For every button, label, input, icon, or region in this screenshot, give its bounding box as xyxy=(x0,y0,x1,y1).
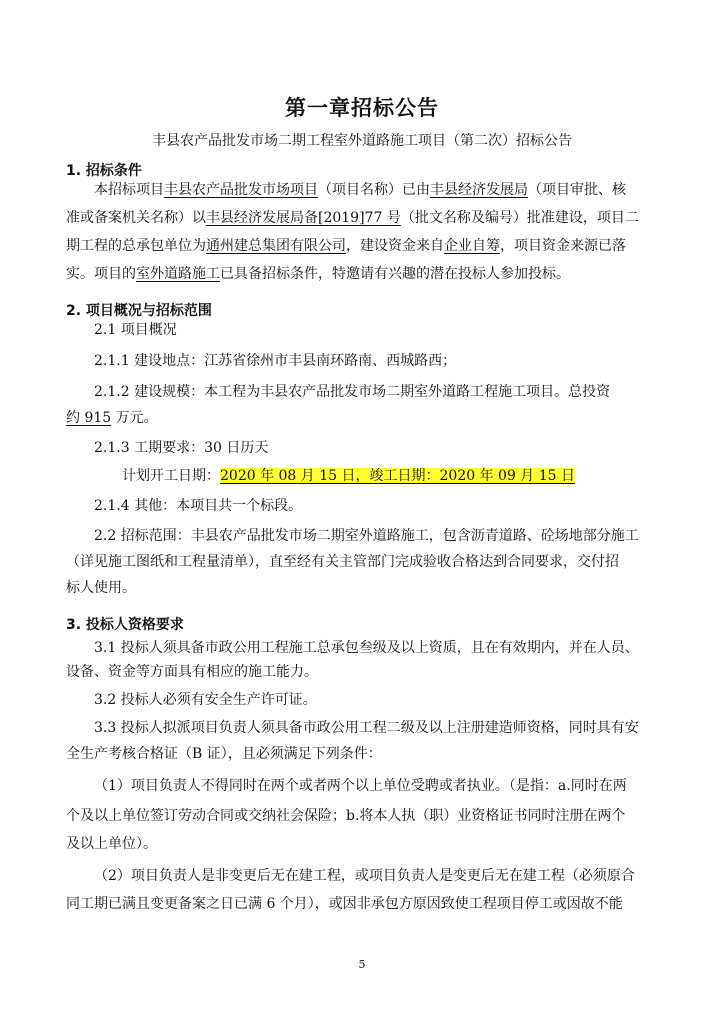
s2-1: 2.1 项目概况 xyxy=(94,322,177,338)
section-1-heading: 1. 招标条件 xyxy=(66,163,142,179)
s3-1: 3.1 投标人须具备市政公用工程施工总承包叁级及以上资质，且在有效期内，并在人员、 xyxy=(94,640,639,656)
s1-line-1 xyxy=(94,180,626,200)
s2-1-2: 2.1.2 建设规模：本工程为丰县农产品批发市场二期室外道路工程施工项目。总投资 xyxy=(94,384,611,400)
s2-1-1: 2.1.1 建设地点：江苏省徐州市丰县南环路南、西城路西； xyxy=(94,353,457,369)
text: ，项目资金来源已落 xyxy=(500,238,626,254)
s2-2: 2.2 招标范围：丰县农产品批发市场二期室外道路施工，包含沥青道路、砼场地部分施工 xyxy=(94,528,639,544)
general-contractor: 通州建总集团有限公司 xyxy=(206,238,346,254)
s2-1-2-cont xyxy=(66,408,158,428)
s3-2: 3.2 投标人必须有安全生产许可证。 xyxy=(94,692,317,708)
s2-2-cont-1: （详见施工图纸和工程量清单），直至经有关主管部门完成验收合格达到合同要求，交付招 xyxy=(66,554,619,570)
text: （批文名称及编号）批准建设，项目二 xyxy=(400,210,639,226)
work-scope: 室外道路施工 xyxy=(136,266,220,282)
planned-dates xyxy=(122,466,575,486)
text: 万元。 xyxy=(111,410,158,426)
condition-2: （2）项目负责人是非变更后无在建工程，或项目负责人是变更后无在建工程（必须原合 xyxy=(94,868,635,884)
s2-1-3: 2.1.3 工期要求：30 日历天 xyxy=(94,440,269,456)
condition-1-cont-2: 及以上单位）。 xyxy=(66,836,157,852)
approval-doc-number: 丰县经济发展局备[2019]77 号 xyxy=(206,210,401,226)
text: ，建设资金来自 xyxy=(346,238,444,254)
s3-1-cont: 设备、资金等方面具有相应的施工能力。 xyxy=(66,664,318,680)
s1-line-2 xyxy=(66,208,639,228)
text: （项目审批、核 xyxy=(528,182,626,198)
project-name: 丰县农产品批发市场项目 xyxy=(164,182,318,198)
s1-line-4 xyxy=(66,264,570,284)
investment-amount: 约 915 xyxy=(66,410,112,426)
page-number: 5 xyxy=(358,958,366,971)
text: 计划开工日期： xyxy=(122,468,220,484)
funding-source: 企业自筹 xyxy=(444,238,500,254)
s2-2-cont-2: 标人使用。 xyxy=(66,580,136,596)
text: 实。项目的 xyxy=(66,266,136,282)
text: 本招标项目 xyxy=(94,182,164,198)
s3-3-cont: 全生产考核合格证（B 证），且必须满足下列条件： xyxy=(66,746,382,762)
section-3-heading: 3. 投标人资格要求 xyxy=(66,617,184,633)
condition-1: （1）项目负责人不得同时在两个或者两个以上单位受聘或者执业。（是指：a.同时在两 xyxy=(94,778,627,794)
text: 期工程的总承包单位为 xyxy=(66,238,206,254)
text: 已具备招标条件，特邀请有兴趣的潜在投标人参加投标。 xyxy=(220,266,570,282)
notice-subtitle: 丰县农产品批发市场二期工程室外道路施工项目（第二次）招标公告 xyxy=(152,133,572,149)
condition-2-cont: 同工期已满且变更备案之日已满 6 个月），或因非承包方原因致使工程项目停工或因故不能 xyxy=(66,896,623,912)
chapter-title: 第一章招标公告 xyxy=(285,96,439,120)
text: 准或备案机关名称）以 xyxy=(66,210,206,226)
s2-1-4: 2.1.4 其他：本项目共一个标段。 xyxy=(94,498,303,514)
text: （项目名称）已由 xyxy=(318,182,430,198)
s3-3: 3.3 投标人拟派项目负责人须具备市政公用工程二级及以上注册建造师资格，同时具有安 xyxy=(94,720,639,736)
approval-authority: 丰县经济发展局 xyxy=(430,182,528,198)
section-2-heading: 2. 项目概况与招标范围 xyxy=(66,303,212,319)
condition-1-cont-1: 个及以上单位签订劳动合同或交纳社会保险；b.将本人执（职）业资格证书同时注册在两个 xyxy=(66,808,626,824)
s1-line-3 xyxy=(66,236,626,256)
highlighted-dates: 2020 年 08 月 15 日，竣工日期：2020 年 09 月 15 日 xyxy=(220,468,576,484)
